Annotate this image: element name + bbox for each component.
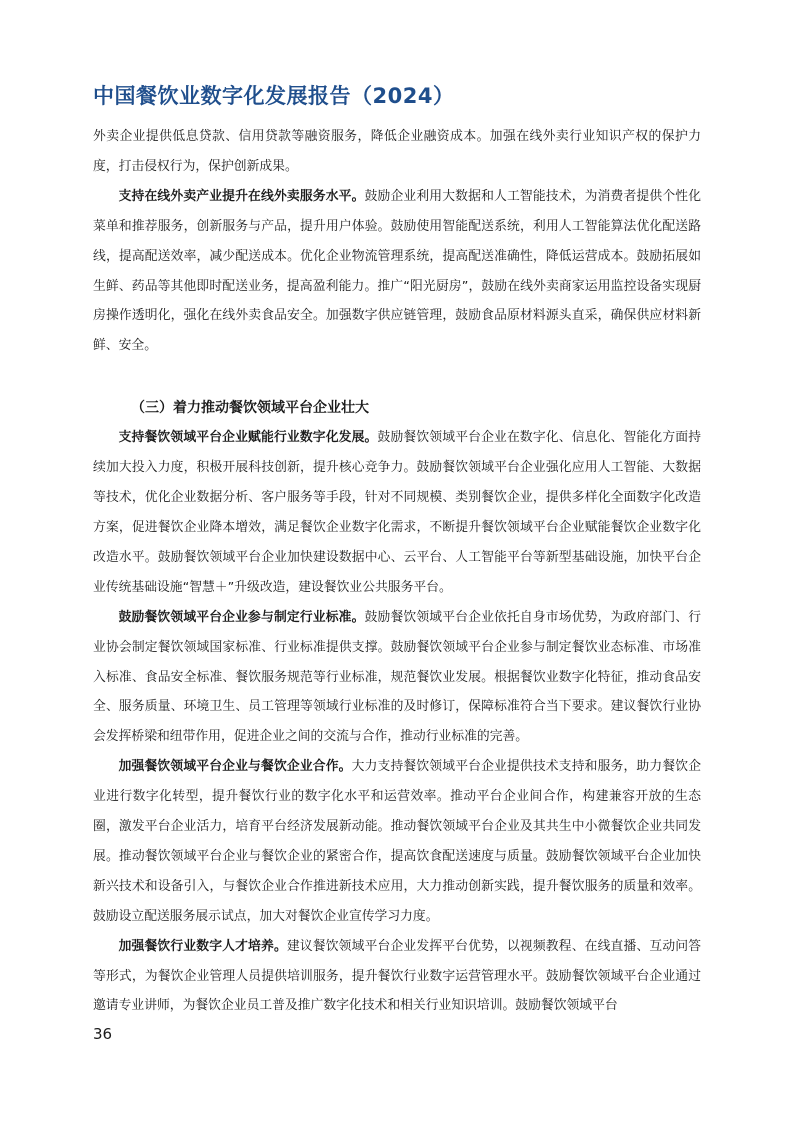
- paragraph: [93, 603, 701, 753]
- body-content: [93, 122, 701, 1021]
- paragraph-text: 大力支持餐饮领域平台企业提供技术支持和服务，助力餐饮企业进行数字化转型，提升餐饮行业的数字化水平和运营效率。推动平台企业间合作，构建兼容开放的生态圈，激发平台企业活力，培育平台经济发展新动能。推动餐饮领域平台企业及其共生中小微餐饮企业共同发展。推动餐饮领域平台企业与餐饮企业的紧密合作，提高饮食配送速度与质量。鼓励餐饮领域平台企业加快新兴技术和设备引入，与餐饮企业合作推进新技术应用，大力推动创新实践，提升餐饮服务的质量和效率。鼓励设立配送服务展示试点，加大对餐饮企业宣传学习力度。: [93, 759, 702, 924]
- paragraph-text: 外卖企业提供低息贷款、信用贷款等融资服务，降低企业融资成本。加强在线外卖行业知识产权的保护力度，打击侵权行为，保护创新成果。: [93, 129, 701, 174]
- paragraph-text: 建议餐饮领域平台企业发挥平台优势，以视频教程、在线直播、互动问答等形式，为餐饮企业管理人员提供培训服务，提升餐饮行业数字运营管理水平。鼓励餐饮领域平台企业通过邀请专业讲师，为餐饮企业员工普及推广数字化技术和相关行业知识培训。鼓励餐饮领域平台: [93, 938, 702, 1014]
- paragraph: [93, 752, 701, 931]
- paragraph-text: 鼓励餐饮领域平台企业依托自身市场优势，为政府部门、行业协会制定餐饮领域国家标准、行业标准提供支撑。鼓励餐饮领域平台企业参与制定餐饮业态标准、市场准入标准、食品安全标准、餐饮服务规范等行业标准，规范餐饮业发展。根据餐饮业数字化特征，推动食品安全、服务质量、环境卫生、员工管理等领域行业标准的及时修订，保障标准符合当下要求。建议餐饮行业协会发挥桥梁和纽带作用，促进企业之间的交流与合作，推动行业标准的完善。: [93, 609, 702, 745]
- paragraph-lead: 加强餐饮行业数字人才培养。: [118, 938, 287, 954]
- paragraph-text: 鼓励企业利用大数据和人工智能技术，为消费者提供个性化菜单和推荐服务，创新服务与产品，提升用户体验。鼓励使用智能配送系统，利用人工智能算法优化配送路线，提高配送效率，减少配送成本。优化企业物流管理系统，提高配送准确性，降低运营成本。鼓励拓展如生鲜、药品等其他即时配送业务，提高盈利能力。推广“阳光厨房”，鼓励在线外卖商家运用监控设备实现厨房操作透明化，强化在线外卖食品安全。加强数字供应链管理，鼓励食品原材料源头直采，确保供应材料新鲜、安全。: [93, 188, 702, 354]
- section-spacer: [93, 361, 701, 393]
- page-number: 36: [93, 1025, 113, 1043]
- paragraph-lead: 加强餐饮领域平台企业与餐饮企业合作。: [118, 759, 352, 775]
- section-heading: （三）着力推动餐饮领域平台企业壮大: [131, 400, 369, 417]
- paragraph-lead: 支持在线外卖产业提升在线外卖服务水平。: [118, 188, 365, 204]
- paragraph: [93, 932, 701, 1022]
- paragraph-lead: 鼓励餐饮领域平台企业参与制定行业标准。: [118, 609, 365, 625]
- page-title: 中国餐饮业数字化发展报告（2024）: [93, 84, 455, 108]
- paragraph-lead: 支持餐饮领域平台企业赋能行业数字化发展。: [118, 430, 378, 446]
- paragraph: [93, 182, 701, 361]
- paragraph-text: 鼓励餐饮领域平台企业在数字化、信息化、智能化方面持续加大投入力度，积极开展科技创新，提升核心竞争力。鼓励餐饮领域平台企业强化应用人工智能、大数据等技术，优化企业数据分析、客户服务等手段，针对不同规模、类别餐饮企业，提供多样化全面数字化改造方案，促进餐饮企业降本增效，满足餐饮企业数字化需求，不断提升餐饮领域平台企业赋能餐饮企业数字化改造水平。鼓励餐饮领域平台企业加快建设数据中心、云平台、人工智能平台等新型基础设施，加快平台企业传统基础设施“智慧＋”升级改造，建设餐饮业公共服务平台。: [93, 430, 702, 595]
- paragraph: [93, 122, 701, 182]
- paragraph: [93, 423, 701, 602]
